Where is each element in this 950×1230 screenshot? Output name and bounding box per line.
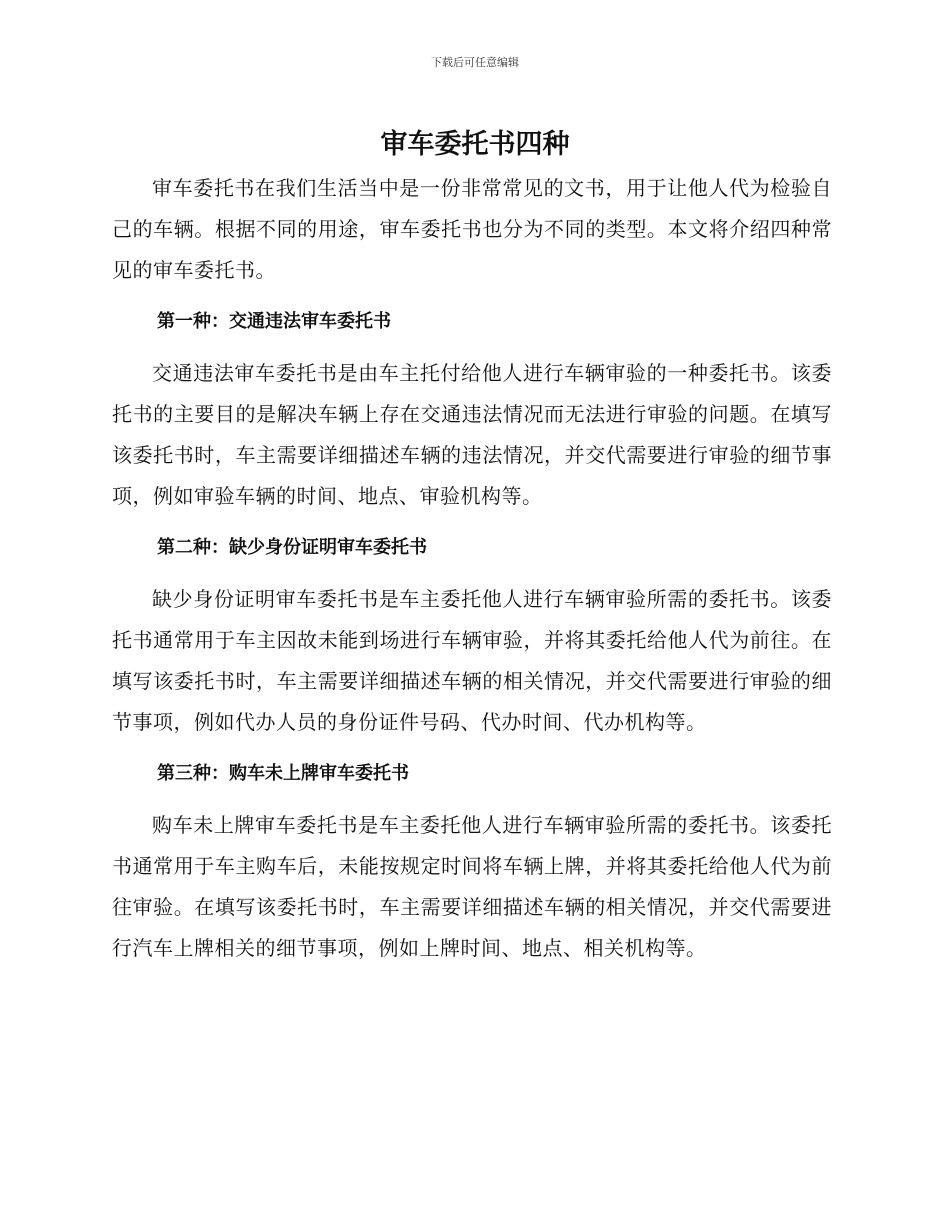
document-title: 审车委托书四种 [380, 129, 570, 160]
document-body [112, 168, 832, 969]
section-body-1: 交通违法审车委托书是由车主托付给他人进行车辆审验的一种委托书。该委托书的主要目的是解决车辆上存在交通违法情况而无法进行审验的问题。在填写该委托书时，车主需要详细描述车辆的违法情况，并交代需要进行审验的细节事项，例如审验车辆的时间、地点、审验机构等。 [112, 361, 832, 508]
section-heading-3: 第三种：购车未上牌审车委托书 [157, 763, 409, 784]
intro-paragraph: 审车委托书在我们生活当中是一份非常常见的文书，用于让他人代为检验自己的车辆。根据不同的用途，审车委托书也分为不同的类型。本文将介绍四种常见的审车委托书。 [112, 176, 832, 282]
section-body-3: 购车未上牌审车委托书是车主委托他人进行车辆审验所需的委托书。该委托书通常用于车主购车后，未能按规定时间将车辆上牌，并将其委托给他人代为前往审验。在填写该委托书时，车主需要详细描述车辆的相关情况，并交代需要进行汽车上牌相关的细节事项，例如上牌时间、地点、相关机构等。 [112, 813, 832, 960]
header-note: 下载后可任意编辑 [431, 56, 519, 69]
section-body-2: 缺少身份证明审车委托书是车主委托他人进行车辆审验所需的委托书。该委托书通常用于车主因故未能到场进行车辆审验，并将其委托给他人代为前往。在填写该委托书时，车主需要详细描述车辆的相关情况，并交代需要进行审验的细节事项，例如代办人员的身份证件号码、代办时间、代办机构等。 [112, 587, 832, 734]
section-heading-2: 第二种：缺少身份证明审车委托书 [157, 537, 427, 558]
section-heading-1: 第一种：交通违法审车委托书 [157, 311, 391, 332]
